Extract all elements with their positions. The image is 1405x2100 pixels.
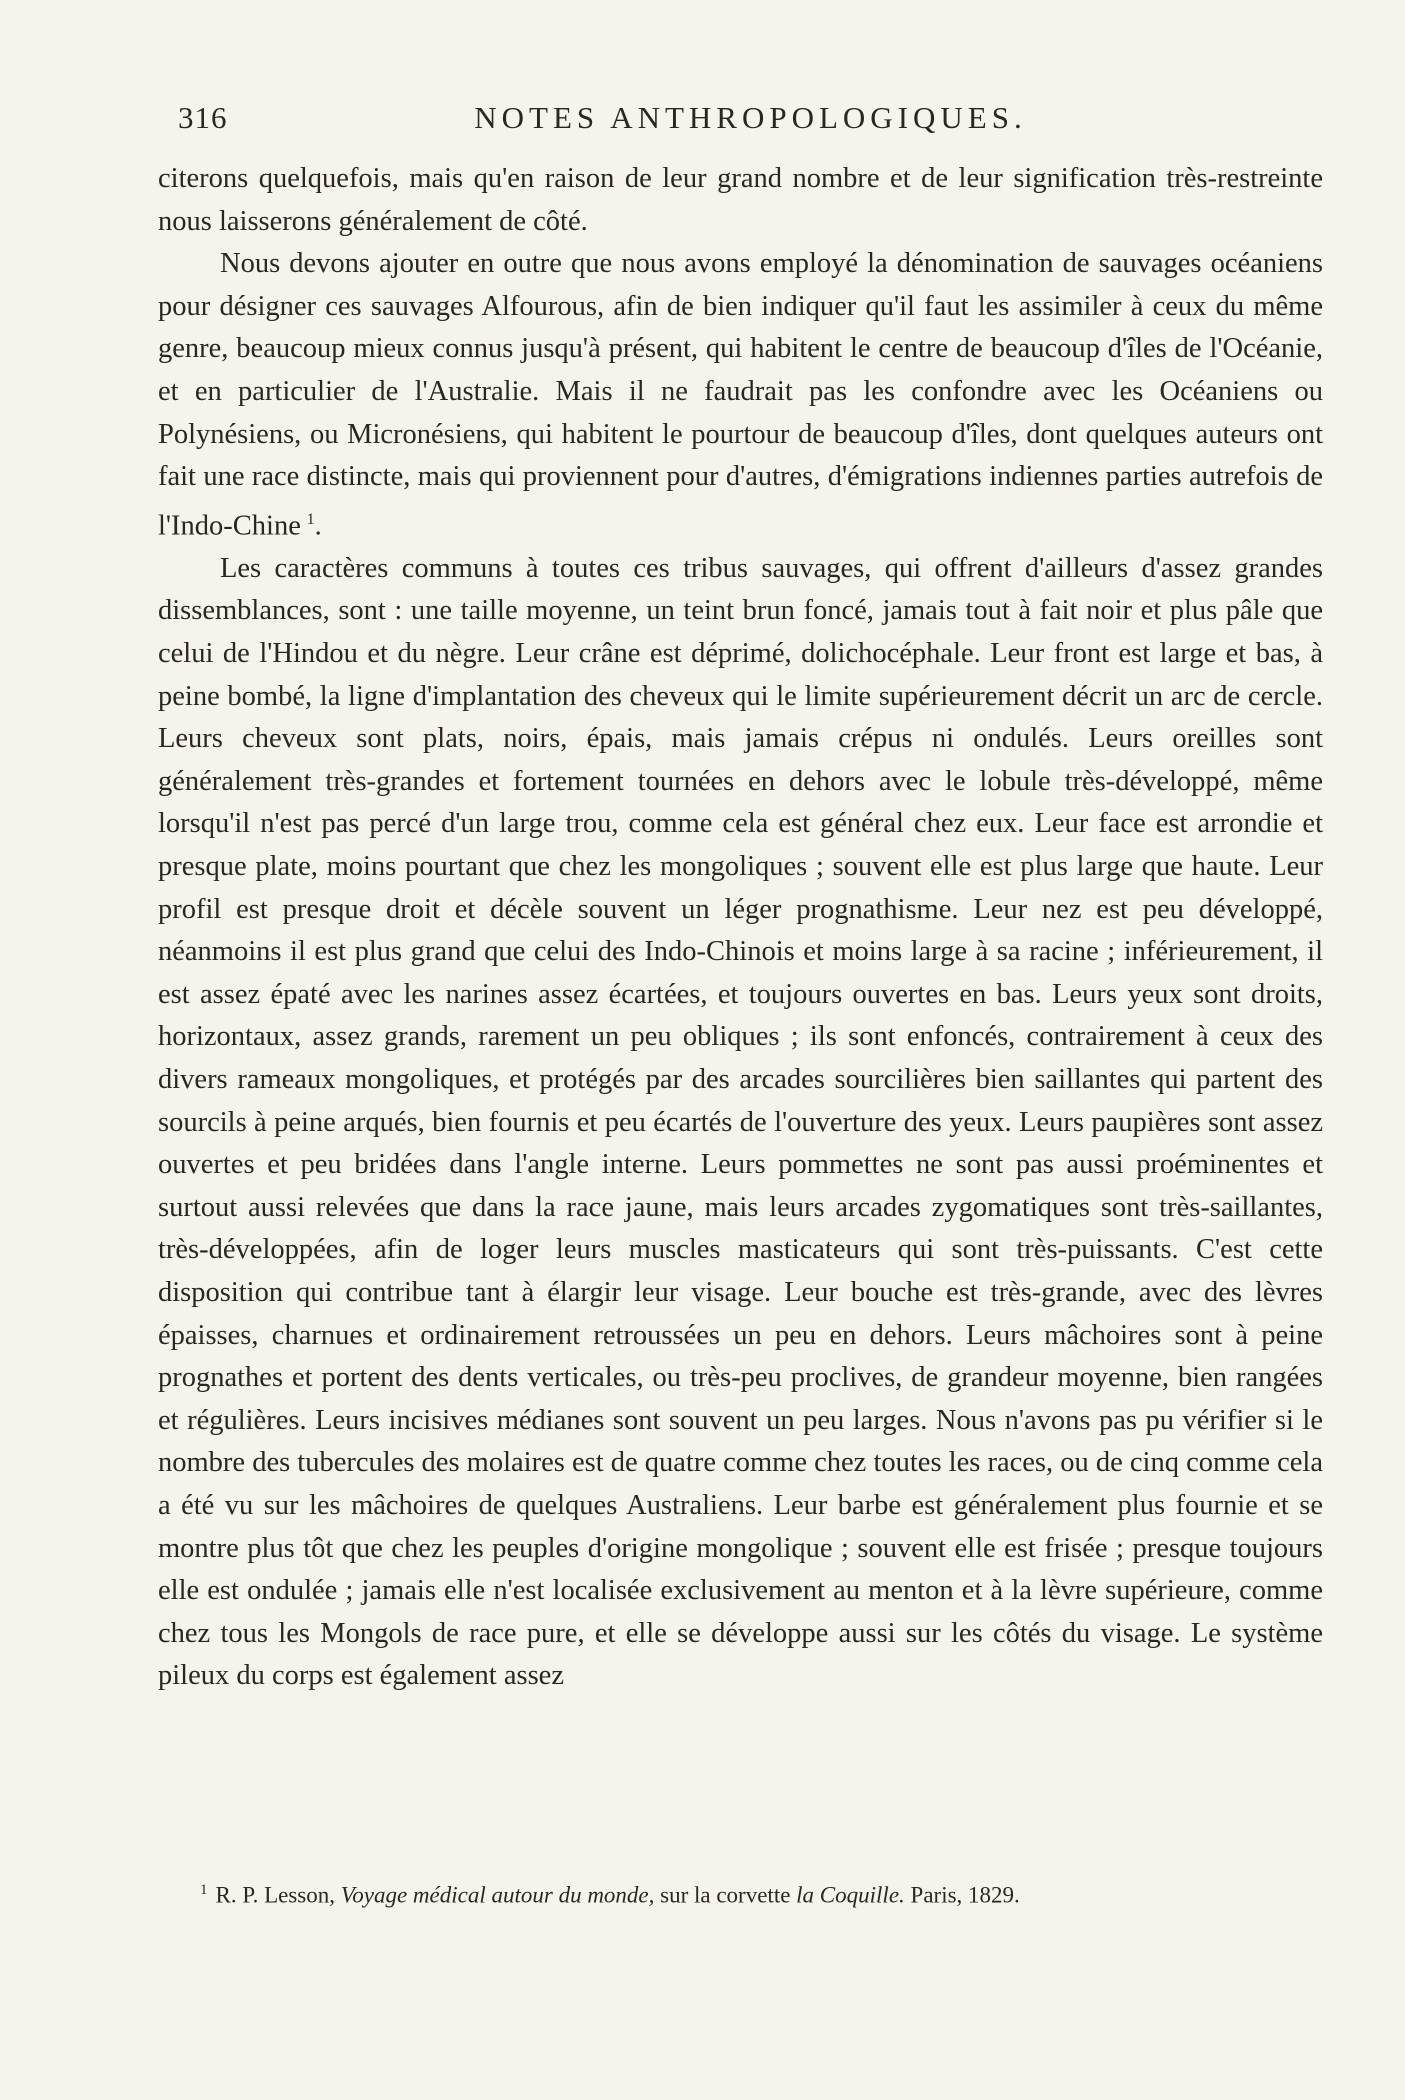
- page-header: [178, 100, 1323, 144]
- footnote-mid: sur la corvette: [660, 1882, 791, 1908]
- footnote-end: Paris, 1829.: [910, 1882, 1020, 1908]
- footnote-reference: 1: [306, 510, 315, 528]
- page-number: 316: [178, 100, 228, 135]
- paragraph-2-text: Nous devons ajouter en outre que nous avons employé la dénomination de sauvages océaniens pour désigner ces sauvages Alfourous, afin de bien indiquer qu'il faut les assimiler à ceux du même genre, beaucoup mieux connus jusqu'à présent, qui habitent le centre de beaucoup d'îles de l'Océanie, et en particulier de l'Australie. Mais il ne faudrait pas les confondre avec les Océaniens ou Polynésiens, ou Micronésiens, qui habitent le pourtour de beaucoup d'îles, dont quelques auteurs ont fait une race distincte, mais qui proviennent pour d'autres, d'émigrations indiennes parties autrefois de l'Indo-Chine: [158, 248, 1323, 542]
- footnote-author: R. P. Lesson,: [215, 1882, 335, 1908]
- paragraph-2: [158, 243, 1323, 548]
- paragraph-3: Les caractères communs à toutes ces tribus sauvages, qui offrent d'ailleurs d'assez grandes dissemblances, sont : une taille moyenne, un teint brun foncé, jamais tout à fait noir et plus pâle que celui de l'Hindou et du nègre. Leur crâne est déprimé, dolichocéphale. Leur front est large et bas, à peine bombé, la ligne d'implantation des cheveux qui le limite supérieurement décrit un arc de cercle. Leurs cheveux sont plats, noirs, épais, mais jamais crépus ni ondulés. Leurs oreilles sont généralement très-grandes et fortement tournées en dehors avec le lobule très-développé, même lorsqu'il n'est pas percé d'un large trou, comme cela est général chez eux. Leur face est arrondie et presque plate, moins pourtant que chez les mongoliques ; souvent elle est plus large que haute. Leur profil est presque droit et décèle souvent un léger prognathisme. Leur nez est peu développé, néanmoins il est plus grand que celui des Indo-Chinois et moins large à sa racine ; inférieurement, il est assez épaté avec les narines assez écartées, et toujours ouvertes en bas. Leurs yeux sont droits, horizontaux, assez grands, rarement un peu obliques ; ils sont enfoncés, contrairement à ceux des divers rameaux mongoliques, et protégés par des arcades sourcilières bien saillantes qui partent des sourcils à peine arqués, bien fournis et peu écartés de l'ouverture des yeux. Leurs paupières sont assez ouvertes et peu bridées dans l'angle interne. Leurs pommettes ne sont pas aussi proéminentes et surtout aussi relevées que dans la race jaune, mais leurs arcades zygomatiques sont très-saillantes, très-développées, afin de loger leurs muscles masticateurs qui sont très-puissants. C'est cette disposition qui contribue tant à élargir leur visage. Leur bouche est très-grande, avec des lèvres épaisses, charnues et ordinairement retroussées un peu en dehors. Leurs mâchoires sont à peine prognathes et portent des dents verticales, ou très-peu proclives, de grandeur moyenne, bien rangées et régulières. Leurs incisives médianes sont souvent un peu larges. Nous n'avons pas pu vérifier si le nombre des tubercules des molaires est de quatre comme chez toutes les races, ou de cinq comme cela a été vu sur les mâchoires de quelques Australiens. Leur barbe est généralement plus fournie et se montre plus tôt que chez les peuples d'origine mongolique ; souvent elle est frisée ; presque toujours elle est ondulée ; jamais elle n'est localisée exclusivement au menton et à la lèvre supérieure, comme chez tous les Mongols de race pure, et elle se développe aussi sur les côtés du visage. Le système pileux du corps est également assez: [158, 552, 1323, 1692]
- footnote-ship: la Coquille.: [796, 1882, 905, 1908]
- paragraph-1: citerons quelquefois, mais qu'en raison de leur grand nombre et de leur signification très-restreinte nous laisserons généralement de côté.: [158, 163, 1323, 237]
- body-text: [158, 158, 1323, 1698]
- footnote-title: Voyage médical autour du monde,: [340, 1882, 655, 1908]
- paragraph-2-end: .: [314, 510, 322, 542]
- running-title: NOTES ANTHROPOLOGIQUES.: [474, 100, 1027, 135]
- footnote-mark: 1: [200, 1882, 208, 1898]
- footnote: [200, 1874, 1300, 1912]
